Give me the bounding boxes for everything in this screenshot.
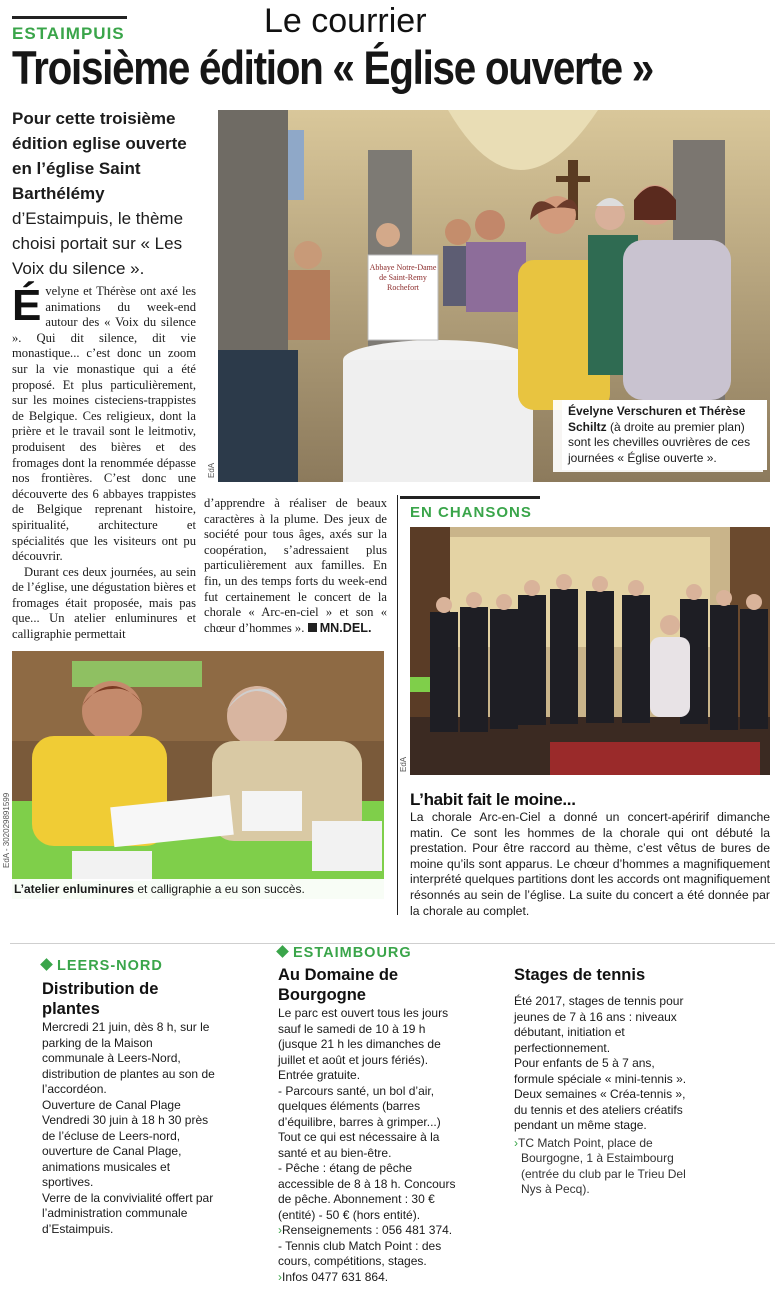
brief-stages-tennis xyxy=(514,965,694,1198)
newspaper-name: Le courrier xyxy=(264,2,427,40)
chansons-kicker: EN CHANSONS xyxy=(410,504,532,521)
workshop-caption xyxy=(14,881,305,897)
main-photo xyxy=(218,110,770,482)
brief-2-info-1 xyxy=(278,1223,456,1239)
caption-bold: Évelyne Verschuren et Thérèse Schiltz xyxy=(568,404,746,434)
main-photo-credit: EdA xyxy=(207,462,216,478)
brief-2-info-2-text: Infos 0477 631 864. xyxy=(282,1269,389,1284)
brief-2-tennis: - Tennis club Match Point : des cours, compétitions, stages. xyxy=(278,1238,442,1268)
brief-1-title: Distribution de plantes xyxy=(42,980,159,1018)
brief-1-kicker-text: LEERS-NORD xyxy=(57,958,163,974)
article-p2: Durant ces deux journées, au sein de l’église, une dégustation bières et fromages était proposée, mais pas que... Un atelier enluminures et calligraphie permettait xyxy=(12,564,196,642)
brief-2-title: Au Domaine de Bourgogne xyxy=(278,966,399,1004)
abbey-sign: Abbaye Notre-Dame de Saint-Remy Rochefort xyxy=(369,263,437,292)
workshop-caption-rest: et calligraphie a eu son succès. xyxy=(134,882,305,896)
workshop-caption-bold: L’atelier enluminures xyxy=(14,882,135,896)
brief-3-address-text: TC Match Point, place de Bourgogne, 1 à Estaimbourg (entrée du club par le Trieu Del Nys à Pecq). xyxy=(518,1135,686,1196)
chansons-rule xyxy=(400,496,540,499)
arrow-icon: › xyxy=(278,1223,282,1237)
section-kicker: ESTAIMPUIS xyxy=(12,24,125,43)
main-photo-caption xyxy=(562,400,767,470)
chansons-body: La chorale Arc-en-Ciel a donné un concert-apéririf dimanche matin. Ce sont les hommes de la chorale qui ont débuté la prestation. Pour être raccord au thème, c’est vêtus de bures de moine qu’ils sont apparus. Le chœur d’hommes a magnifiquement interprété quelques partitions dont les accords ont magnifiquement résonnés au sein de l’église. La suite du concert a été donnée par la chorale au complet. xyxy=(410,810,770,918)
brief-3-title: Stages de tennis xyxy=(514,966,646,984)
end-square-icon xyxy=(308,623,317,632)
brief-2-info-2 xyxy=(278,1270,456,1286)
caption-rest: (à droite au premier plan) sont les chevilles ouvrières de ces journées « Église ouverte ». xyxy=(568,419,751,465)
brief-2-info-1-text: Renseignements : 056 481 374. xyxy=(282,1223,453,1237)
brief-1-kicker xyxy=(42,958,217,974)
chansons-title: L’habit fait le moine... xyxy=(410,790,576,809)
lead-bold: Pour cette troisième édition eglise ouverte en l’église Saint Barthélémy xyxy=(12,109,187,203)
calligraphy-workshop-illustration xyxy=(12,651,384,899)
bottom-divider xyxy=(10,943,775,944)
brief-2-kicker-text: ESTAIMBOURG xyxy=(293,945,412,961)
dropcap: É xyxy=(12,281,42,330)
choir-photo-credit: EdA xyxy=(399,756,408,772)
article-col2: d’apprendre à réaliser de beaux caractères à la plume. Des jeux de société pour tous âges, axés sur la coopération, s’adressaient plus particulièrement aux familles. En fin, un des temps forts du week-end fut certainement le concert de la chorale « Arc-en-ciel » et son « chœur d’hommes ». xyxy=(204,496,387,635)
brief-leers-nord xyxy=(42,958,217,1237)
article-signature: MN.DEL. xyxy=(319,620,372,635)
arrow-icon: › xyxy=(514,1135,518,1150)
workshop-photo-credit: EdA - 302029891599 xyxy=(2,792,11,868)
brief-estaimbourg xyxy=(278,945,456,1285)
article-column-1 xyxy=(12,281,196,643)
arrow-icon: › xyxy=(278,1269,282,1284)
diamond-icon xyxy=(276,945,289,958)
article-column-2 xyxy=(204,496,387,636)
brief-2-kicker xyxy=(278,945,456,961)
choir-photo xyxy=(410,527,770,775)
headline: Troisième édition « Église ouverte » xyxy=(12,41,653,94)
brief-3-body: Été 2017, stages de tennis pour jeunes de 7 à 16 ans : niveaux débutant, initiation et perfectionnement. Pour enfants de 5 à 7 ans, formule spéciale « mini-tennis ». Deux semaines « Créa-tennis », du tennis et des ateliers créatifs pendant un même stage. xyxy=(514,994,687,1132)
lead-rest: d’Estaimpuis, le thème choisi portait sur « Les Voix du silence ». xyxy=(12,209,184,278)
lead-paragraph xyxy=(12,106,204,281)
brief-3-address xyxy=(514,1136,694,1198)
diamond-icon xyxy=(40,958,53,971)
workshop-photo xyxy=(12,651,384,899)
column-divider xyxy=(397,495,398,915)
brief-2-body: Le parc est ouvert tous les jours sauf le samedi de 10 à 19 h (jusque 21 h les dimanches de juillet et août et jours fériés). Entrée gratuite. - Parcours santé, un bol d’air, quelques éléments (barres d’équilibre, barres à grimper...) Tout ce qui est nécessaire à la santé et au bien-être. - Pêche : étang de pêche accessible de 8 à 18 h. Concours de pêche. Abonnement : 30 € (entité) - 50 € (hors entité). xyxy=(278,1006,456,1222)
article-p1: velyne et Thérèse ont axé les animations du week-end autour des « Voix du silence ». Qui dit silence, dit vie monastique... c’est donc un zoom sur la vie monastique qui a été proposé. Et plus particulièrement, sur les moines cisteciens-trappistes de Belgique. Ces religieux, dont la prière et le travail sont le leitmotiv, produisent des bières et des fromages dont la renommée dépasse nos frontières. C’est donc une découverte des 6 abbayes trappistes de Belgique reprenant histoire, spiritualité, architecture et spécialités que les visiteurs ont pu découvrir. xyxy=(12,284,196,564)
brief-1-body: Mercredi 21 juin, dès 8 h, sur le parking de la Maison communale à Leers-Nord, distribution de plantes au son de l’accordéon. Ouverture de Canal Plage Vendredi 30 juin à 18 h 30 près de l’écluse de Leers-nord, ouverture de Canal Plage, animations musicales et sportives. Verre de la convivialité offert par l’administration communale d’Estaimpuis. xyxy=(42,1020,215,1236)
kicker-rule xyxy=(12,16,127,19)
choir-illustration xyxy=(410,527,770,775)
